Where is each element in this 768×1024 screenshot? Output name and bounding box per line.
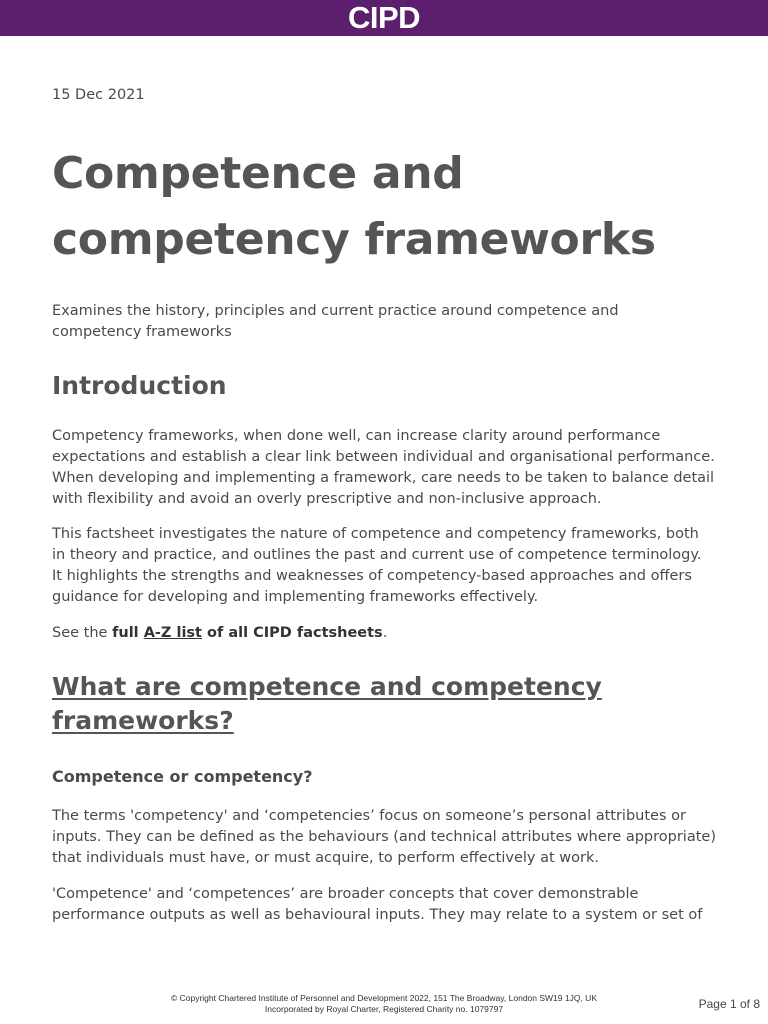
section-paragraph-1: The terms 'competency' and ‘competencies’ focus on someone’s personal attributes or inputs. They can be defined as the behaviours (and technical attributes where appropriate) that individuals must have, or must acquire, to perform effectively at work. xyxy=(52,808,716,866)
section-paragraph-2: 'Competence' and ‘competences’ are broader concepts that cover demonstrable performance outputs as well as behavioural inputs. They may relate to a system or set of xyxy=(52,886,703,923)
what-are-frameworks-heading[interactable]: What are competence and competency frameworks? xyxy=(52,672,602,735)
intro-paragraph-2: This factsheet investigates the nature of competence and competency frameworks, both in theory and practice, and outlines the past and current use of competence terminology. It highlights the strengths and weaknesses of competency-based approaches and offers guidance for developing and implementing frameworks effectively. xyxy=(52,526,702,605)
see-the-prefix: See the xyxy=(52,625,113,641)
bold-full: full xyxy=(112,625,144,641)
introduction-heading: Introduction xyxy=(52,371,227,400)
intro-paragraph-1: Competency frameworks, when done well, can increase clarity around performance expectations and establish a clear link between individual and organisational performance. When developing and implementing a framework, care needs to be taken to balance detail with flexibility and avoid an overly prescriptive and non-inclusive approach. xyxy=(52,428,715,507)
page-title: Competence and competency frameworks xyxy=(52,148,656,265)
header-bar xyxy=(0,0,768,36)
factsheet-link-paragraph xyxy=(52,623,716,644)
cipd-logo: CIPD xyxy=(347,0,421,35)
competence-or-competency-subheading: Competence or competency? xyxy=(52,767,313,786)
see-the-suffix: . xyxy=(382,625,388,641)
copyright-line: © Copyright Chartered Institute of Personnel and Development 2022, 151 The Broadway, London SW19 1JQ, UK xyxy=(170,993,597,1003)
publish-date: 15 Dec 2021 xyxy=(52,87,145,103)
copyright-footer xyxy=(0,993,768,1015)
bold-cipd-factsheets: of all CIPD factsheets xyxy=(202,625,383,641)
a-z-list-link[interactable]: A-Z list xyxy=(143,625,202,641)
charity-line: Incorporated by Royal Charter, Registered Charity no. 1079797 xyxy=(264,1004,504,1014)
article-subtitle: Examines the history, principles and current practice around competence and competency frameworks xyxy=(52,303,619,340)
page-number: Page 1 of 8 xyxy=(698,997,760,1011)
